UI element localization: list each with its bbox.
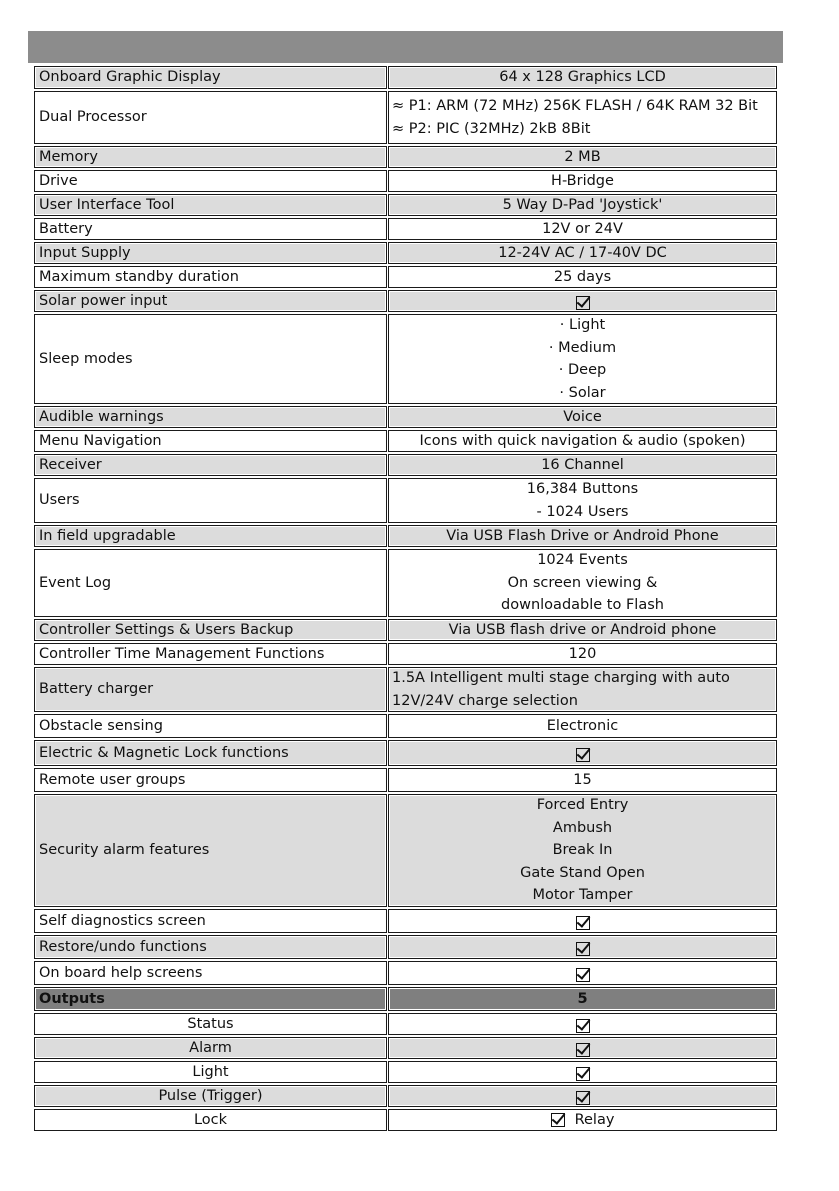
value-line: On screen viewing & [507,574,658,591]
value-line: H-Bridge [551,172,614,189]
spec-value [388,91,777,144]
value-line: Gate Stand Open [520,864,645,881]
label-text: Audible warnings [39,408,164,425]
spec-value [388,909,777,933]
label-text: On board help screens [39,964,203,981]
spec-value [388,619,777,641]
spec-row [34,170,777,192]
label-text: Remote user groups [39,771,186,788]
spec-row [34,218,777,240]
spec-value [388,406,777,428]
spec-label-input-supply [34,242,387,264]
checkbox-with-label [551,1109,615,1132]
spec-label-drive [34,170,387,192]
spec-row [34,549,777,617]
spec-row [34,961,777,985]
value-line: 12V/24V charge selection [392,692,578,709]
spec-value [388,740,777,766]
spec-row [34,314,777,404]
spec-row [34,1061,777,1083]
spec-row [34,794,777,907]
spec-value [388,714,777,738]
spec-label-receiver [34,454,387,476]
checked-box-icon [576,1043,590,1057]
spec-label-event-log [34,549,387,617]
spec-row [34,740,777,766]
spec-label-battery [34,218,387,240]
value-line: 15 [573,771,592,788]
spec-value [388,242,777,264]
spec-value [388,430,777,452]
label-text: Maximum standby duration [39,268,239,285]
spec-row [34,1013,777,1035]
spec-row [34,1085,777,1107]
spec-label-user-interface-tool [34,194,387,216]
value-line: ≈ P1: ARM (72 MHz) 256K FLASH / 64K RAM 32 Bit [392,98,758,114]
spec-row [34,525,777,547]
spec-value [388,66,777,89]
label-text: Memory [39,148,98,165]
spec-label-light [34,1061,387,1083]
label-text: Status [187,1015,234,1032]
label-text: Drive [39,172,78,189]
spec-label-remote-user-groups [34,768,387,792]
label-text: Controller Time Management Functions [39,645,325,662]
value-line: Icons with quick navigation & audio (spoken) [419,432,746,449]
spec-row [34,935,777,959]
spec-label-maximum-standby-duration [34,266,387,288]
spec-value [388,146,777,168]
spec-label-sleep-modes [34,314,387,404]
spec-row [34,66,777,89]
spec-label-audible-warnings [34,406,387,428]
spec-value [388,768,777,792]
spec-value [388,314,777,404]
value-line: Break In [552,842,613,859]
spec-value [388,1061,777,1083]
spec-row [34,619,777,641]
value-line: 5 Way D-Pad 'Joystick' [502,196,663,213]
spec-row [34,266,777,288]
label-text: Solar power input [39,292,168,309]
spec-label-memory [34,146,387,168]
value-line: Voice [563,408,602,425]
spec-row [34,194,777,216]
spec-row [34,146,777,168]
spec-label-controller-settings-users-backup [34,619,387,641]
spec-label-outputs [34,987,387,1011]
value-line: Via USB Flash Drive or Android Phone [446,527,719,544]
spec-value [388,643,777,665]
value-line: 64 x 128 Graphics LCD [499,69,666,86]
value-line: ≈ P2: PIC (32MHz) 2kB 8Bit [392,120,591,137]
spec-label-menu-navigation [34,430,387,452]
spec-label-status [34,1013,387,1035]
spec-value [388,266,777,288]
value-line: 1024 Events [537,552,628,569]
value-line: 12V or 24V [542,220,623,237]
label-text: Sleep modes [39,350,133,367]
spec-row [34,1109,777,1131]
spec-value [388,935,777,959]
spec-row [34,454,777,476]
spec-row [34,91,777,144]
header-bar [28,31,783,63]
value-line: · Light [559,317,606,333]
spec-row [34,643,777,665]
spec-value [388,218,777,240]
checked-box-icon [576,968,590,982]
value-line: 16,384 Buttons [526,481,639,497]
label-text: Input Supply [39,244,131,261]
spec-row [34,242,777,264]
label-text: In field upgradable [39,527,176,544]
suffix-text: Relay [574,1111,615,1128]
spec-label-electric-magnetic-lock-functions [34,740,387,766]
label-text: Security alarm features [39,842,210,859]
value-line: Motor Tamper [532,887,633,904]
value-line: · Medium [548,339,617,356]
spec-row [34,768,777,792]
spec-label-on-board-help-screens [34,961,387,985]
spec-value [388,454,777,476]
label-text: Alarm [189,1039,232,1056]
spec-table [34,66,777,1133]
spec-value [388,290,777,312]
label-text: Receiver [39,456,102,473]
label-text: Onboard Graphic Display [39,69,221,86]
value-line: downloadable to Flash [501,597,664,614]
spec-row [34,909,777,933]
outputs-header-row [34,987,777,1011]
spec-row [34,430,777,452]
value-line: 1.5A Intelligent multi stage charging with auto [392,670,730,686]
checked-box-icon [576,916,590,930]
spec-label-security-alarm-features [34,794,387,907]
value-line: · Deep [558,362,607,378]
checked-box-icon [576,296,590,310]
spec-value [388,478,777,523]
spec-row [34,406,777,428]
value-line: 120 [568,645,597,662]
spec-label-self-diagnostics-screen [34,909,387,933]
spec-value [388,1037,777,1059]
label-text: User Interface Tool [39,196,175,213]
spec-label-pulse-trigger [34,1085,387,1107]
checked-box-icon [576,1019,590,1033]
value-line: Electronic [546,717,619,734]
spec-value [388,667,777,712]
spec-value [388,170,777,192]
spec-value [388,549,777,617]
label-text: Users [39,492,80,509]
spec-label-onboard-graphic-display [34,66,387,89]
spec-label-solar-power-input [34,290,387,312]
label-text: Pulse (Trigger) [158,1087,263,1104]
label-text: Lock [193,1111,228,1128]
spec-value [388,961,777,985]
spec-value [388,1013,777,1035]
value-line: 2 MB [564,148,601,165]
label-text: Dual Processor [39,109,147,126]
value-line: Via USB flash drive or Android phone [448,621,717,638]
value-line: 16 Channel [541,456,624,473]
value-line: 5 [577,990,588,1007]
checked-box-icon [576,1091,590,1105]
label-text: Battery [39,220,93,237]
spec-value [388,1109,777,1131]
spec-row [34,1037,777,1059]
spec-value [388,987,777,1011]
label-text: Obstacle sensing [39,717,163,734]
checked-box-icon [551,1113,565,1127]
value-line: 12-24V AC / 17-40V DC [498,244,667,261]
value-line: Forced Entry [536,797,629,814]
spec-row [34,290,777,312]
label-text: Battery charger [39,681,154,698]
value-line: Ambush [552,819,613,836]
spec-row [34,478,777,523]
checked-box-icon [576,1067,590,1081]
spec-label-dual-processor [34,91,387,144]
label-text: Menu Navigation [39,432,162,449]
spec-label-battery-charger [34,667,387,712]
label-text: Event Log [39,574,112,591]
label-text: Outputs [39,990,105,1007]
spec-value [388,525,777,547]
label-text: Light [192,1063,229,1080]
label-text: Self diagnostics screen [39,912,206,929]
checked-box-icon [576,942,590,956]
spec-row [34,714,777,738]
spec-label-alarm [34,1037,387,1059]
spec-label-obstacle-sensing [34,714,387,738]
spec-label-in-field-upgradable [34,525,387,547]
checked-box-icon [576,748,590,762]
value-line: 25 days [553,268,612,285]
spec-value [388,194,777,216]
spec-row [34,667,777,712]
value-line: - 1024 Users [536,503,629,520]
label-text: Restore/undo functions [39,938,207,955]
spec-label-controller-time-management-functions [34,643,387,665]
label-text: Electric & Magnetic Lock functions [39,744,289,761]
spec-label-lock [34,1109,387,1131]
label-text: Controller Settings & Users Backup [39,621,294,638]
spec-value [388,1085,777,1107]
spec-value [388,794,777,907]
spec-label-users [34,478,387,523]
value-line: · Solar [559,384,606,401]
spec-label-restore-undo-functions [34,935,387,959]
